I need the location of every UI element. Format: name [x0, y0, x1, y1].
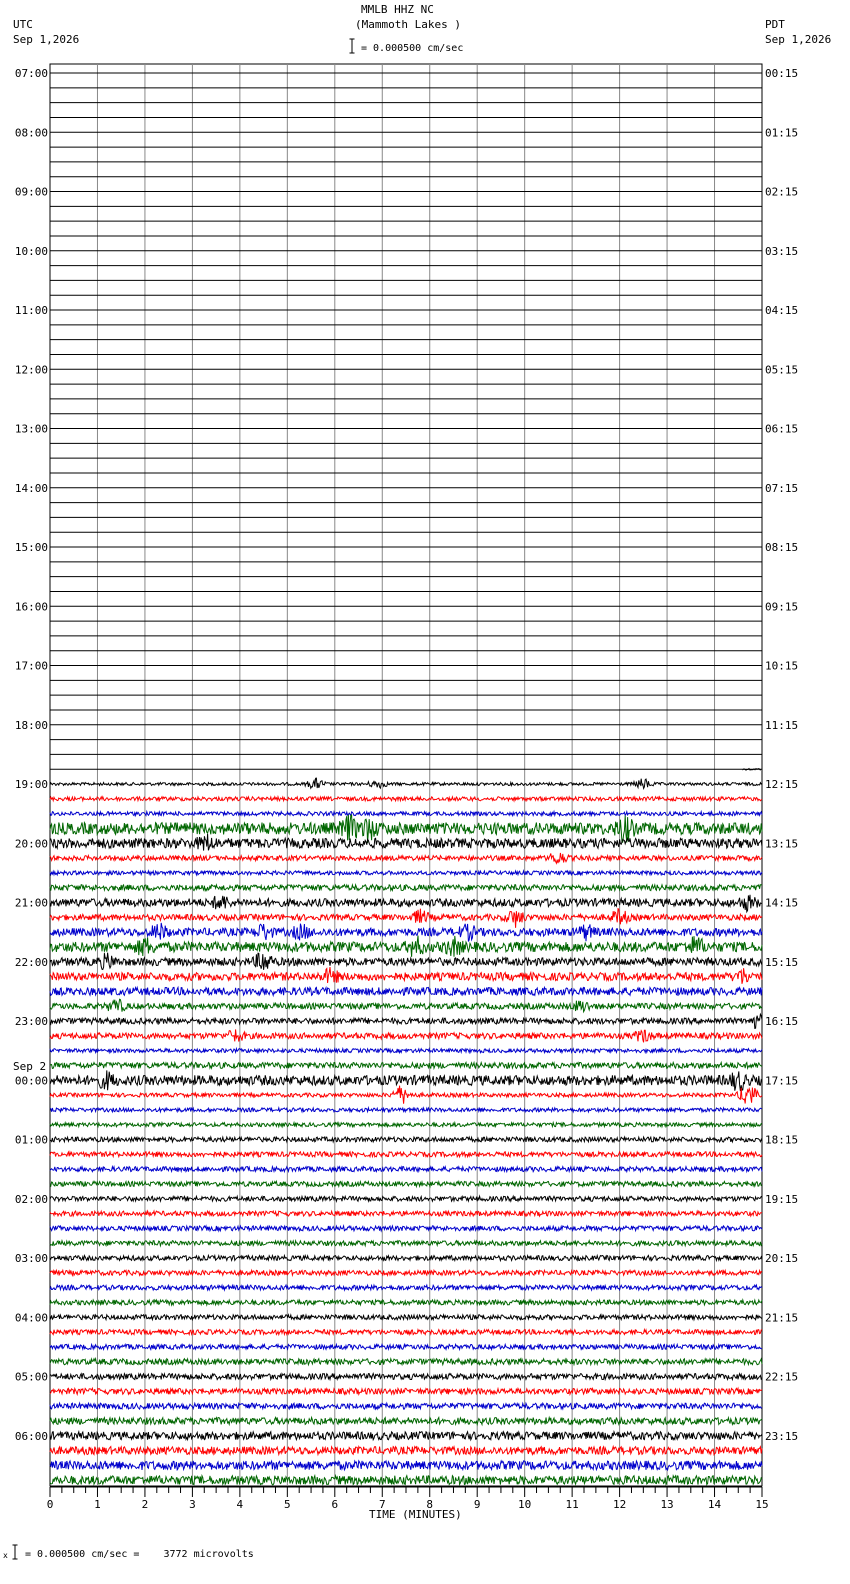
utc-hour-label: 19:00 [14, 778, 48, 791]
footer-scale-text: = 0.000500 cm/sec = 3772 microvolts [25, 1549, 254, 1560]
pdt-hour-label: 03:15 [765, 244, 799, 258]
utc-label: UTC [13, 18, 33, 31]
utc-hour-label: 02:00 [14, 1192, 48, 1206]
trace-row-64 [50, 1014, 762, 1028]
x-axis-title: TIME (MINUTES) [369, 1508, 462, 1521]
pdt-hour-label: 10:15 [765, 659, 799, 673]
footer-marker: x [3, 1551, 8, 1560]
trace-row-86 [50, 1344, 762, 1349]
trace-row-50 [50, 812, 762, 816]
trace-row-66 [50, 1049, 762, 1053]
trace-row-61 [50, 967, 762, 984]
trace-row-52 [50, 834, 762, 851]
utc-hour-label: 05:00 [14, 1370, 48, 1384]
trace-row-58 [50, 923, 762, 942]
trace-row-91 [50, 1418, 762, 1425]
trace-row-71 [50, 1123, 762, 1127]
trace-row-81 [50, 1270, 762, 1275]
trace-row-49 [50, 797, 762, 801]
pdt-label: PDT [765, 18, 785, 31]
trace-row-79 [50, 1241, 762, 1246]
pdt-hour-label: 04:15 [765, 304, 799, 317]
utc-hour-label: 04:00 [14, 1311, 48, 1325]
utc-hour-label: 06:00 [14, 1429, 48, 1443]
trace-row-95 [50, 1476, 762, 1485]
utc-hour-label: 15:00 [14, 541, 48, 554]
trace-row-84 [50, 1315, 762, 1320]
utc-hour-label: 21:00 [14, 896, 48, 910]
trace-row-65 [50, 1029, 762, 1042]
x-tick-label: 14 [707, 1498, 722, 1511]
x-tick-label: 13 [660, 1498, 674, 1511]
trace-row-55 [50, 885, 762, 891]
pdt-date: Sep 1,2026 [765, 33, 832, 46]
pdt-hour-label: 12:15 [765, 778, 799, 791]
trace-row-62 [50, 987, 762, 995]
x-tick-label: 4 [236, 1498, 244, 1511]
pdt-hour-label: 05:15 [765, 363, 799, 377]
scale-text: = 0.000500 cm/sec [361, 43, 464, 54]
utc-hour-label: 07:00 [14, 67, 48, 80]
pdt-hour-label: 20:15 [765, 1252, 799, 1265]
pdt-hour-label: 00:15 [765, 67, 799, 80]
trace-row-76 [50, 1196, 762, 1201]
x-tick-label: 1 [94, 1498, 101, 1511]
pdt-hour-label: 13:15 [765, 837, 799, 851]
trace-row-75 [50, 1181, 762, 1186]
pdt-hour-label: 19:15 [765, 1192, 799, 1206]
x-tick-label: 6 [331, 1498, 339, 1511]
trace-row-70 [50, 1108, 762, 1112]
trace-row-88 [50, 1374, 762, 1380]
pdt-hour-label: 09:15 [765, 600, 799, 614]
pdt-hour-label: 23:15 [765, 1429, 799, 1443]
x-tick-label: 0 [46, 1498, 54, 1511]
x-tick-label: 11 [565, 1498, 579, 1511]
utc-hour-label: 22:00 [14, 955, 48, 969]
x-tick-label: 7 [378, 1498, 386, 1511]
trace-row-60 [50, 953, 762, 970]
x-tick-label: 9 [473, 1498, 481, 1511]
pdt-hour-label: 15:15 [765, 955, 799, 969]
footer-scale-bar-icon [12, 1544, 18, 1560]
x-tick-label: 2 [141, 1498, 149, 1511]
scale-bar-icon [349, 38, 355, 54]
trace-row-80 [50, 1256, 762, 1261]
pdt-hour-label: 22:15 [765, 1370, 799, 1384]
trace-row-90 [50, 1403, 762, 1409]
trace-row-69 [50, 1086, 762, 1104]
trace-row-87 [50, 1359, 762, 1365]
trace-row-92 [50, 1432, 762, 1440]
trace-row-74 [50, 1167, 762, 1172]
trace-row-54 [50, 871, 762, 875]
utc-hour-label: 16:00 [14, 600, 48, 614]
x-tick-label: 15 [755, 1498, 769, 1511]
trace-row-63 [50, 999, 762, 1012]
trace-row-48 [50, 778, 762, 788]
location-title: (Mammoth Lakes ) [355, 18, 461, 31]
pdt-hour-label: 07:15 [765, 481, 799, 495]
utc-hour-label: 09:00 [14, 185, 48, 199]
trace-row-59 [50, 936, 762, 957]
pdt-hour-label: 16:15 [765, 1015, 799, 1028]
utc-hour-label: 17:00 [14, 659, 48, 673]
pdt-hour-label: 18:15 [765, 1133, 799, 1147]
utc-hour-label: 14:00 [14, 481, 48, 495]
utc-hour-label: 13:00 [14, 422, 48, 436]
utc-hour-label: 10:00 [14, 244, 48, 258]
x-tick-label: 5 [284, 1498, 291, 1511]
pdt-hour-label: 21:15 [765, 1311, 799, 1325]
utc-hour-label: 03:00 [14, 1252, 48, 1265]
trace-row-73 [50, 1152, 762, 1157]
utc-date: Sep 1,2026 [13, 33, 80, 46]
utc-hour-label: 01:00 [14, 1133, 48, 1147]
utc-hour-label: 08:00 [14, 126, 48, 140]
pdt-hour-label: 08:15 [765, 541, 799, 554]
trace-row-53 [50, 853, 762, 863]
trace-row-77 [50, 1211, 762, 1216]
utc-hour-label: 12:00 [14, 363, 48, 377]
seismic-traces [50, 769, 762, 1485]
x-tick-label: 12 [612, 1498, 627, 1511]
trace-row-78 [50, 1226, 762, 1231]
pdt-hour-label: 06:15 [765, 422, 799, 436]
utc-hour-label: 11:00 [14, 304, 48, 317]
trace-row-56 [50, 895, 762, 912]
trace-row-94 [50, 1461, 762, 1470]
x-tick-label: 3 [189, 1498, 196, 1511]
trace-row-83 [50, 1300, 762, 1305]
x-tick-label: 8 [426, 1498, 434, 1511]
trace-row-82 [50, 1285, 762, 1290]
day-change-label: Sep 2 [13, 1060, 47, 1073]
x-tick-label: 10 [518, 1498, 532, 1511]
utc-hour-label: 00:00 [14, 1074, 48, 1088]
pdt-hour-label: 02:15 [765, 185, 799, 199]
utc-hour-label: 20:00 [14, 837, 48, 851]
trace-row-67 [50, 1062, 762, 1068]
pdt-hour-label: 11:15 [765, 718, 799, 732]
trace-row-89 [50, 1388, 762, 1394]
pdt-hour-label: 14:15 [765, 896, 799, 910]
x-axis [15, 67, 798, 1511]
station-title: MMLB HHZ NC [361, 3, 434, 16]
trace-row-93 [50, 1447, 762, 1455]
utc-hour-label: 18:00 [14, 718, 48, 732]
trace-row-51 [50, 815, 762, 843]
utc-hour-label: 23:00 [14, 1015, 48, 1028]
pdt-hour-label: 17:15 [765, 1074, 799, 1088]
trace-row-72 [50, 1137, 762, 1142]
pdt-hour-label: 01:15 [765, 126, 799, 140]
trace-row-85 [50, 1330, 762, 1335]
trace-row-68 [50, 1070, 762, 1091]
